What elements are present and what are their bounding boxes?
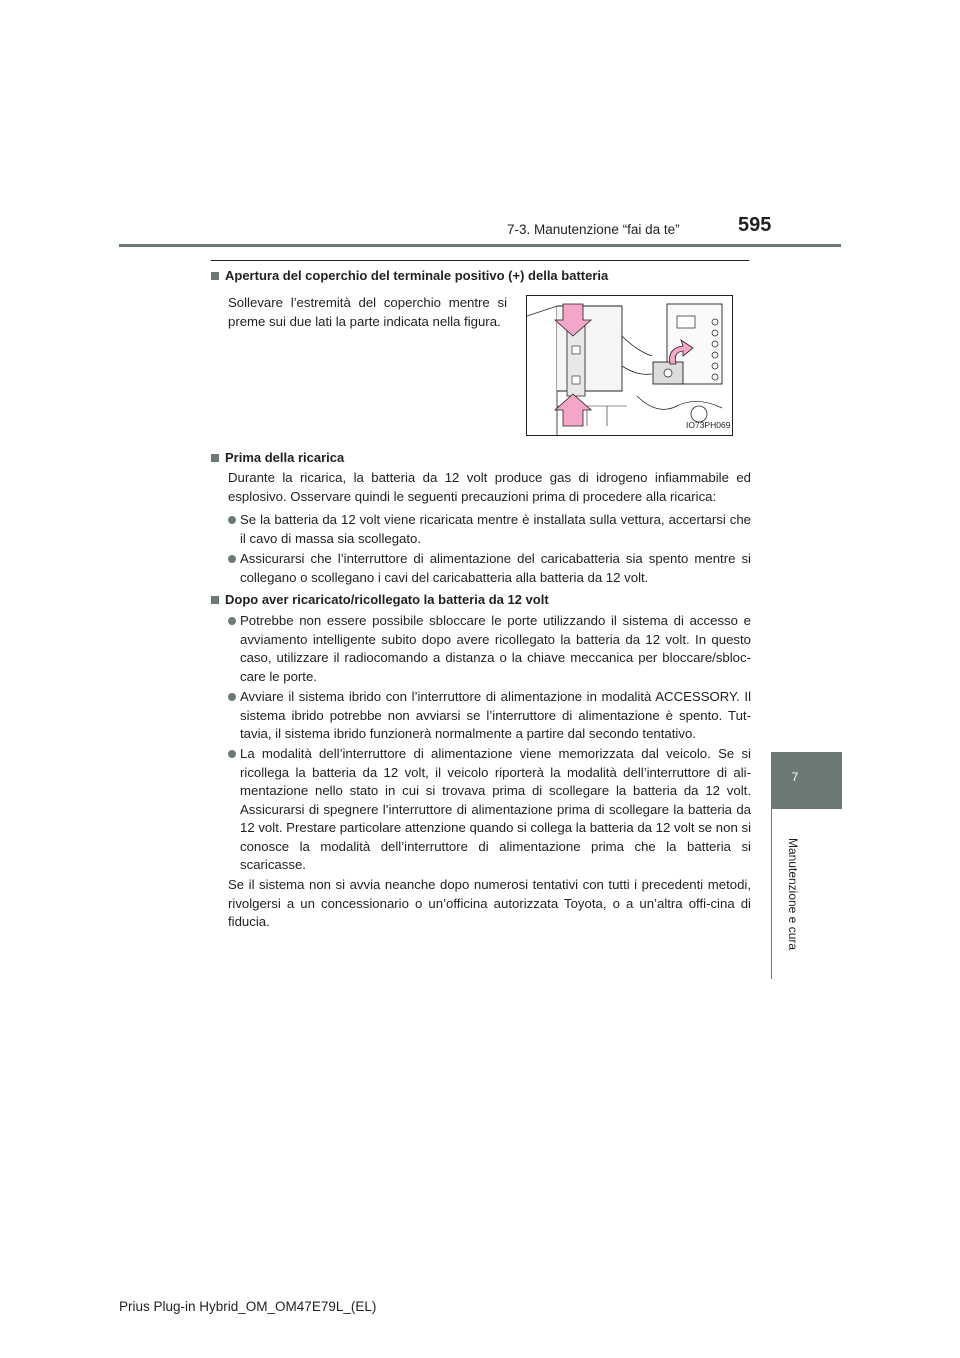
chapter-rail: [771, 809, 772, 979]
closing-paragraph: Se il sistema non si avvia neanche dopo numerosi tentativi con tutti i precedenti metodi, rivolgersi a un concessionario o un’officina autorizzata Toyota, o a un’altra offi-cina di fiducia.: [228, 877, 751, 929]
battery-figure: [526, 295, 733, 436]
figure-code: IO73PH069: [686, 420, 731, 430]
page-number: 595: [738, 214, 772, 236]
bullet-dot: [228, 617, 236, 625]
list-item: [228, 745, 751, 875]
chapter-number: 7: [791, 770, 799, 784]
heading-open-cover: Apertura del coperchio del terminale positivo (+) della batteria: [211, 268, 608, 283]
bullet-dot: [228, 555, 236, 563]
bullet-dot: [228, 750, 236, 758]
list-item: [228, 550, 751, 587]
list-item: [228, 612, 751, 686]
list-item-text: La modalità dell’interruttore di alimentazione viene memorizzata dal veicolo. Se si ricollega la batteria da 12 volt, il veicolo riporterà la modalità dell’interruttore di ali-mentazione nello stato in cui si trovava prima di scollegare la batteria da 12 volt. Assicurarsi di spegnere l’interruttore di alimentazione prima di scollegare la batteria da 12 volt. Prestare particolare attenzione quando si collega la batteria da 12 volt se non si conosce la modalità dell’interruttore di alimentazione prima che la batteria si scaricasse.: [240, 746, 751, 872]
paragraph-before-charging: Durante la ricarica, la batteria da 12 volt produce gas di idrogeno infiammabile ed esplosivo. Osservare quindi le seguenti precauzioni prima di procedere alla ricarica:: [228, 470, 751, 504]
header-rule: [119, 244, 841, 247]
header-section-title: 7-3. Manutenzione “fai da te”: [507, 222, 680, 237]
chapter-title: Manutenzione e cura: [786, 837, 800, 951]
list-item-text: Avviare il sistema ibrido con l’interruttore di alimentazione in modalità ACCESSORY. Il sistema ibrido potrebbe non avviarsi se l’interruttore di alimentazione è spento. Tut-tavia, il sistema ibrido funzionerà normalmente a partire dal secondo tentativo.: [240, 689, 751, 741]
paragraph-open-cover: Sollevare l’estremità del coperchio mentre si preme sui due lati la parte indicata nella figura.: [228, 295, 507, 329]
list-item: [228, 688, 751, 744]
list-item-text: Potrebbe non essere possibile sbloccare le porte utilizzando il sistema di accesso e avviamento intelligente subito dopo avere ricollegato la batteria da 12 volt. In questo caso, utilizzare il radiocomando a distanza o la chiave meccanica per bloccare/sbloc-care le porte.: [240, 613, 751, 684]
section-rule: [211, 260, 749, 261]
chapter-tab: [771, 752, 842, 809]
list-item: [228, 511, 751, 548]
footer-model: Prius Plug-in Hybrid_OM_OM47E79L_(EL): [119, 1299, 377, 1314]
heading-after-charging: Dopo aver ricaricato/ricollegato la batteria da 12 volt: [211, 592, 549, 607]
list-item-text: Se la batteria da 12 volt viene ricaricata mentre è installata sulla vettura, accertarsi che il cavo di massa sia scollegato.: [240, 512, 751, 546]
heading-before-charging: Prima della ricarica: [211, 450, 344, 465]
battery-illustration: [527, 296, 732, 435]
list-item-text: Assicurarsi che l’interruttore di alimentazione del caricabatteria sia spento mentre si collegano o scollegano i cavi del caricabatteria alla batteria da 12 volt.: [240, 551, 751, 585]
bullet-dot: [228, 516, 236, 524]
bullet-dot: [228, 693, 236, 701]
